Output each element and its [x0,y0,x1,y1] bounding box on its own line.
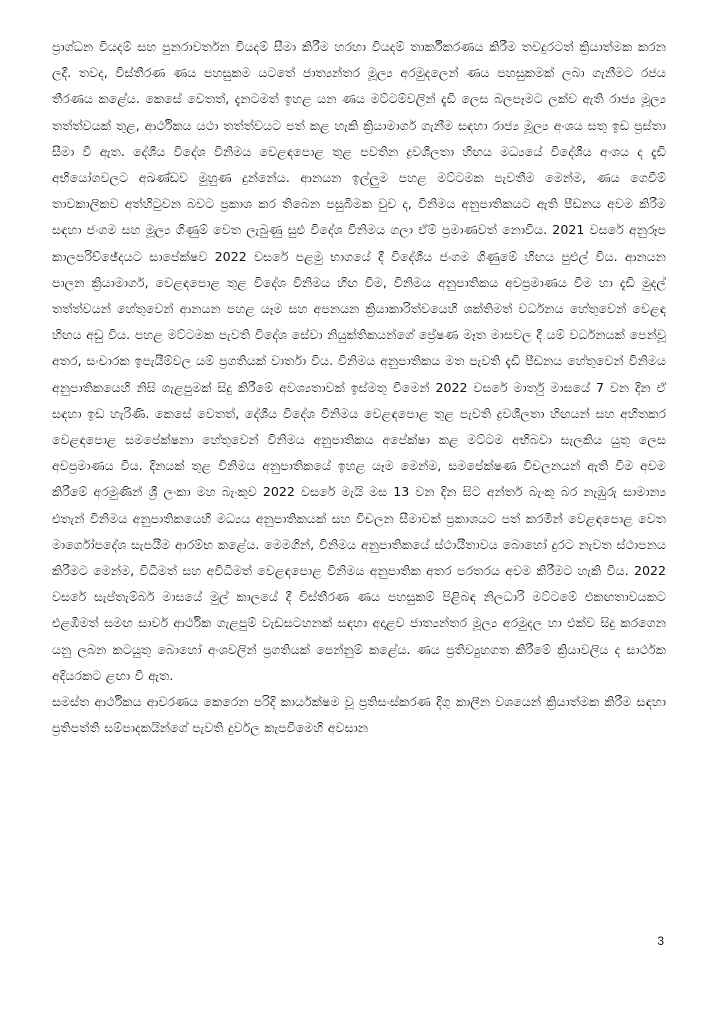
document-page [52,34,666,741]
page-number: 3 [657,934,664,948]
body-paragraph-1: ප්‍රාග්ධන වියදම් සහ පුනරාවර්තන වියදම් සීමා කිරීම හරහා වියදම් තාර්කීකරණය කිරීම තවදුරටත් ක්‍රියාත්මක කරන ලදී. තවද, විස්තීරණ ණය පහසුකම යටතේ ජාත්‍යන්තර මූල්‍ය අරමුදලෙන් ණය පහසුකමක් ලබා ගැනීමට රජය තීරණය කළේය. කෙසේ වෙතත්, දැනටමත් ඉහළ යන ණය මට්ටම්වලින් දැඩි ලෙස බලපෑමට ලක්ව ඇති රාජ්‍ය මූල්‍ය තත්ත්වයක් තුළ, ආර්ථිකය යථා තත්ත්වයට පත් කළ හැකි ක්‍රියාමාර්ග ගැනීම සඳහා රාජ්‍ය මූල්‍ය අංශය සතු ඉඩ ප්‍රස්තා සීමා වී ඇත. දේශීය විදේශ විනිමය වෙළඳපොළ තුළ පවතින ද්‍රවශීලතා හිඟය මධ්‍යයේ විදේශීය අංශය ද දැඩි අභියෝගවලට අඛණ්ඩව මුහුණ දුන්නේය. ආනයන ඉල්ලුම පහළ මට්ටමක පැවතීම මෙන්ම, ණය ගෙවීම් තාවකාලිකව අත්හිටුවන බවට ප්‍රකාශ කර තිබෙන පසුබිමක වුව ද, විනිමය අනුපාතිකයට ඇති පීඩනය අවම කිරීම සඳහා ජංගම සහ මූල්‍ය ගිණුම් වෙත ලැබුණු සුළු විදේශ විනිමය ගලා ඒම් ප්‍රමාණවත් නොවීය. 2021 වසරේ අනුරූප කාලපරිච්ඡේදයට සාපේක්ෂව 2022 වසරේ පළමු භාගයේ දී විදේශීය ජංගම ගිණුමේ හිඟය පුළුල් විය. ආනයන පාලන ක්‍රියාමාර්ග, වෙළඳපොළ තුළ විදේශ විනිමය හිඟ වීම, විනිමය අනුපාතිකය අවප්‍රමාණය වීම හා දැඩි මුදල් තත්ත්වයන් හේතුවෙන් ආනයන පහළ යෑම සහ අපනයන ක්‍රියාකාරිත්වයෙහි ශක්තිමත් වර්ධනය හේතුවෙන් වෙළඳ හිඟය අඩු විය. පහළ මට්ටමක පැවති විදේශ සේවා නියුක්තිකයන්ගේ ප්‍රේෂණ මෑත මාසවල දී යම් වර්ධනයක් පෙන්වූ අතර, සංචාරක ඉපැයීම්වල යම් ප්‍රගතියක් වාර්තා විය. විනිමය අනුපාතිකය මත පැවති දැඩි පීඩනය හේතුවෙන් විනිමය අනුපාතිකයෙහි නිසි ගැළපුමක් සිදු කිරීමේ අවශ්‍යතාවක් ඉස්මතු වීමෙන් 2022 වසරේ මාර්තු මාසයේ 7 වන දින ඒ සඳහා ඉඩ හැරිණි. කෙසේ වෙතත්, දේශීය විදේශ විනිමය වෙළඳපොළ තුළ පැවති ද්‍රවශීලතා හිඟයන් සහ අහිතකර වෙළඳපොළ සමපේක්ෂනා හේතුවෙන් විනිමය අනුපාතිකය අපේක්ෂා කළ මට්ටම අභිබවා සැලකිය යුතු ලෙස අවප්‍රමාණය විය. දිනයක් තුළ විනිමය අනුපාතිකයේ ඉහළ යෑම මෙන්ම, සමපේක්ෂණ විචලනයන් ඇති වීම අවම කිරීමේ අරමුණින් ශ්‍රී ලංකා මහ බැංකුව 2022 වසරේ මැයි මස 13 වන දින සිට අන්තර් බැංකු බර නැඹුරු සාමාන්‍ය එතැන් විනිමය අනුපාතිකයෙහි මධ්‍යය අනුපාතිකයක් සහ විචලන සීමාවක් ප්‍රකාශයට පත් කරමින් වෙළඳපොළ වෙත මාර්ගෝපදේශ සැපයීම ආරම්භ කළේය. මෙමගින්, විනිමය අනුපාතිකයේ ස්ථායීතාවය බොහෝ දුරට නැවත ස්ථාපනය කිරීමට මෙන්ම, විධිමත් සහ අවිධිමත් වෙළඳපොළ විනිමය අනුපාතික අතර පරතරය අවම කිරීමට හැකි විය. 2022 වසරේ සැප්තැම්බර් මාසයේ මුල් කාලයේ දී විස්තීරණ ණය පහසුකම් පිළිබඳ නිලධාරි මට්ටමේ එකඟතාවයකට එළඹීමත් සමඟ සාර්ව ආර්ථික ගැළපුම් වැඩසටහනක් සඳහා අදාළව ජාත්‍යන්තර මූල්‍ය අරමුදල හා එක්ව සිදු කරගෙන යනු ලබන කටයුතු බොහෝ අංශවලින් ප්‍රගතියක් පෙන්නුම් කළේය. ණය ප්‍රතිව්‍යුහගත කිරීමේ ක්‍රියාවලිය ද සාර්ථක අදියරකට ළඟා වී ඇත. [52,39,666,683]
body-paragraph-2: සමස්ත ආර්ථිකය ආවරණය කෙරෙන පරිදි කාර්යක්ෂම වූ ප්‍රතිසංස්කරණ දිගු කාලීන වශයෙන් ක්‍රියාත්මක කිරීම සඳහා ප්‍රතිපත්ති සම්පාදකයින්ගේ පැවති දුර්වල කැපවීමෙහි අවසාන [52,694,666,736]
